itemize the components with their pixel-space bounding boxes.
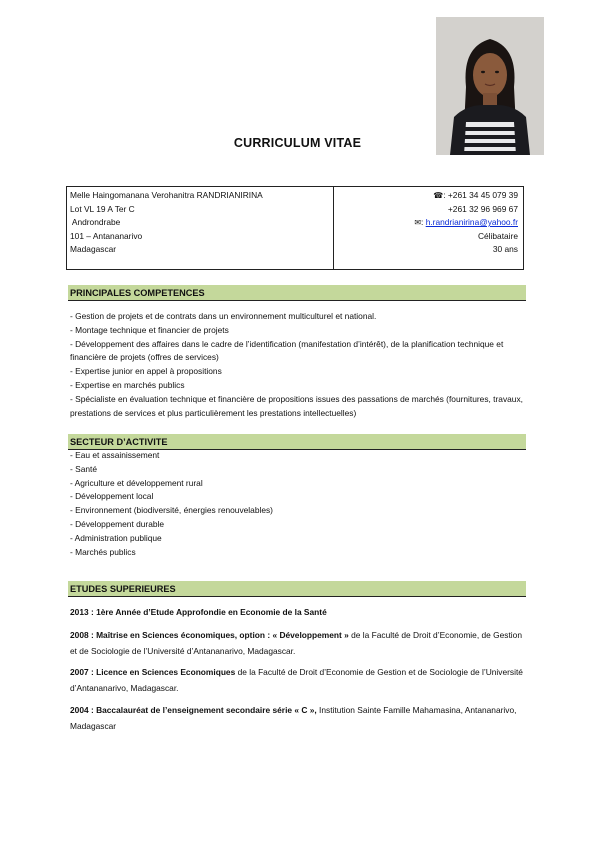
phone-number-2: +261 32 96 969 67 bbox=[447, 203, 518, 214]
secteur-list bbox=[70, 449, 528, 559]
list-item: - Administration publique bbox=[70, 532, 162, 543]
list-item: - Expertise junior en appel à propositions bbox=[70, 366, 222, 377]
contact-table bbox=[66, 186, 524, 270]
contact-details bbox=[334, 187, 523, 269]
list-item: - Spécialiste en évaluation technique et financière de propositions issues des passations de marchés (fournitures, travaux, prestations de services et plus particulièrement les prestations intellectuelles) bbox=[70, 393, 523, 418]
contact-name: Melle Haingomanana Verohanitra RANDRIANIRINA bbox=[70, 190, 263, 200]
list-item: - Gestion de projets et de contrats dans un environnement multiculturel et national. bbox=[70, 311, 377, 321]
list-item: - Montage technique et financier de projets bbox=[70, 324, 229, 335]
envelope-icon: ✉ bbox=[414, 218, 422, 228]
list-item: - Développement durable bbox=[70, 518, 165, 529]
list-item: - Environnement (biodiversité, énergies renouvelables) bbox=[70, 505, 273, 516]
contact-address bbox=[67, 187, 334, 269]
etudes-item bbox=[70, 703, 526, 734]
phone-line bbox=[337, 189, 518, 203]
etudes-item-title: 2007 : Licence en Sciences Economiques bbox=[70, 667, 236, 677]
page-title: CURRICULUM VITAE bbox=[233, 136, 362, 150]
phone-icon: ☎ bbox=[433, 191, 444, 200]
email-line: ✉: h.randrianirina@yahoo.fr bbox=[414, 217, 518, 228]
etudes-item bbox=[70, 665, 526, 696]
contact-address-line: Androndrabe bbox=[70, 217, 121, 228]
phone-number-1: : +261 34 45 079 39 bbox=[443, 190, 518, 200]
list-item: - Développement des affaires dans le cadre de l’identification (manifestation d’intérêt), de la planification technique et financière de projets (offres de services) bbox=[70, 338, 504, 363]
list-item: - Eau et assainissement bbox=[70, 450, 160, 460]
section-header-secteur: SECTEUR D’ACTIVITE bbox=[68, 434, 526, 450]
list-item: - Développement local bbox=[70, 491, 154, 502]
profile-photo bbox=[436, 17, 544, 155]
age: 30 ans bbox=[492, 244, 518, 255]
etudes-item bbox=[70, 605, 526, 621]
etudes-item-detail: Institution Sainte Famille Mahamasina, Antananarivo, Madagascar bbox=[70, 705, 517, 731]
email-link[interactable]: h.randrianirina@yahoo.fr bbox=[425, 217, 518, 228]
list-item: - Expertise en marchés publics bbox=[70, 379, 185, 390]
contact-address-line: 101 – Antananarivo bbox=[70, 230, 143, 241]
list-item: - Santé bbox=[70, 463, 98, 474]
etudes-item-title: 2004 : Baccalauréat de l’enseignement secondaire série « C », bbox=[70, 705, 317, 715]
contact-country: Madagascar bbox=[70, 244, 117, 255]
etudes-item-detail: de la Faculté de Droit d’Economie, de Gestion et de Sociologie de l’Université d’Antananarivo, Madagascar. bbox=[70, 630, 522, 656]
contact-address-line: Lot VL 19 A Ter C bbox=[70, 203, 135, 214]
section-header-etudes: ETUDES SUPERIEURES bbox=[68, 581, 526, 597]
etudes-item bbox=[70, 628, 526, 659]
etudes-item-title: 2013 : 1ère Année d’Etude Approfondie en Economie de la Santé bbox=[70, 607, 327, 617]
etudes-item-detail: de la Faculté de Droit d’Economie de Gestion et de Sociologie de l’Université d’Antananarivo, Madagascar. bbox=[70, 667, 523, 693]
list-item: - Marchés publics bbox=[70, 546, 136, 557]
competences-list bbox=[70, 310, 528, 420]
marital-status: Célibataire bbox=[477, 230, 518, 241]
etudes-item-title: 2008 : Maîtrise en Sciences économiques, option : « Développement » bbox=[70, 630, 349, 640]
list-item: - Agriculture et développement rural bbox=[70, 477, 203, 488]
section-header-competences: PRINCIPALES COMPETENCES bbox=[68, 285, 526, 301]
